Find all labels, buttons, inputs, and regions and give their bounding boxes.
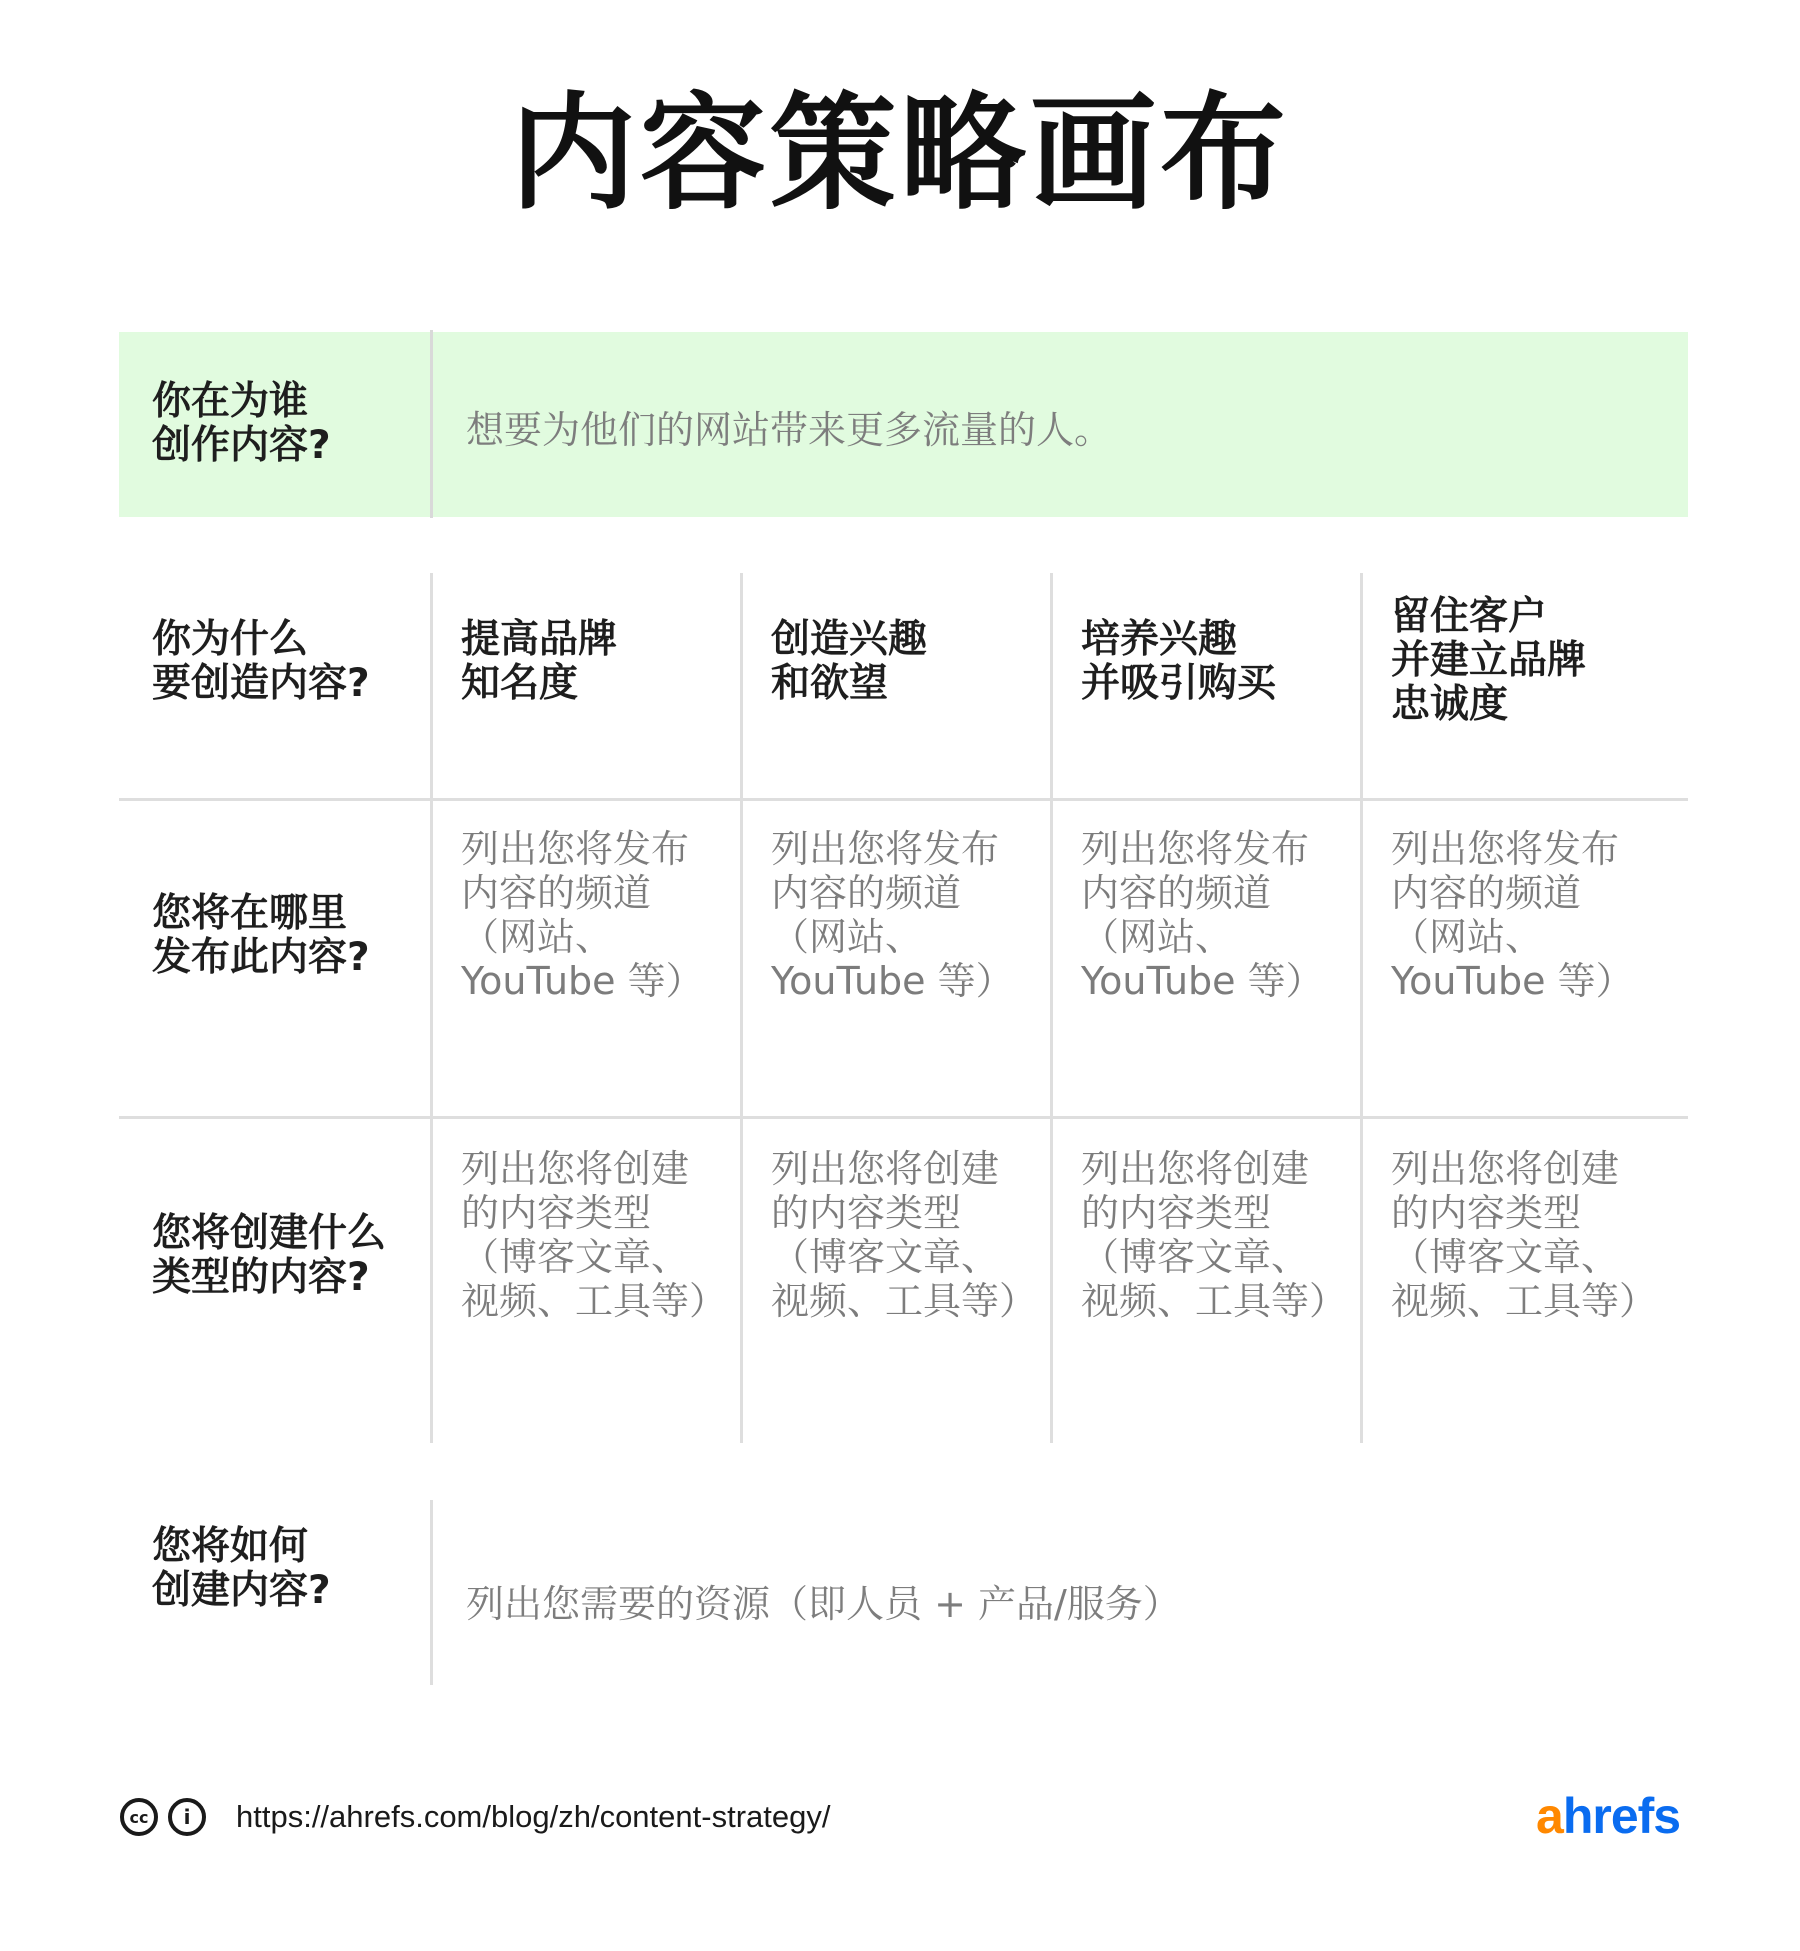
audience-divider [430, 330, 433, 518]
why-question: 你为什么 要创造内容? [152, 617, 370, 706]
what-question: 您将创建什么 类型的内容? [152, 1211, 387, 1300]
audience-question: 你在为谁 创作内容? [152, 379, 331, 468]
goal-purchase: 培养兴趣 并吸引购买 [1081, 617, 1277, 706]
attribution-icon: i [168, 1798, 206, 1836]
channel-cell: 列出您将发布 内容的频道 （网站、 YouTube 等） [461, 827, 704, 1003]
grid-hline [119, 798, 1688, 801]
page-title: 内容策略画布 [510, 80, 1290, 227]
ahrefs-logo [1536, 1788, 1680, 1844]
grid-vline [430, 573, 433, 1443]
audience-answer: 想要为他们的网站带来更多流量的人。 [466, 408, 1113, 452]
resources-answer: 列出您需要的资源（即人员 + 产品/服务） [466, 1582, 1181, 1626]
goal-interest: 创造兴趣 和欲望 [771, 617, 928, 706]
channel-cell: 列出您将发布 内容的频道 （网站、 YouTube 等） [1081, 827, 1324, 1003]
goal-awareness: 提高品牌 知名度 [461, 617, 618, 706]
content-type-cell: 列出您将创建 的内容类型 （博客文章、 视频、工具等） [1081, 1147, 1348, 1323]
grid-vline [1050, 573, 1053, 1443]
content-type-cell: 列出您将创建 的内容类型 （博客文章、 视频、工具等） [461, 1147, 728, 1323]
license-icons [120, 1798, 206, 1836]
grid-vline [1360, 573, 1363, 1443]
goal-loyalty: 留住客户 并建立品牌 忠诚度 [1391, 594, 1587, 727]
channel-cell: 列出您将发布 内容的频道 （网站、 YouTube 等） [771, 827, 1014, 1003]
logo-letters-hrefs: hrefs [1562, 1788, 1681, 1844]
source-url[interactable]: https://ahrefs.com/blog/zh/content-strategy/ [236, 1799, 831, 1834]
how-divider [430, 1500, 433, 1685]
logo-letter-a: a [1536, 1788, 1563, 1844]
grid-hline [119, 1116, 1688, 1119]
how-question: 您将如何 创建内容? [152, 1524, 331, 1613]
content-type-cell: 列出您将创建 的内容类型 （博客文章、 视频、工具等） [1391, 1147, 1658, 1323]
channel-cell: 列出您将发布 内容的频道 （网站、 YouTube 等） [1391, 827, 1634, 1003]
content-type-cell: 列出您将创建 的内容类型 （博客文章、 视频、工具等） [771, 1147, 1038, 1323]
grid-vline [740, 573, 743, 1443]
cc-icon: cc [120, 1798, 158, 1836]
where-question: 您将在哪里 发布此内容? [152, 891, 370, 980]
